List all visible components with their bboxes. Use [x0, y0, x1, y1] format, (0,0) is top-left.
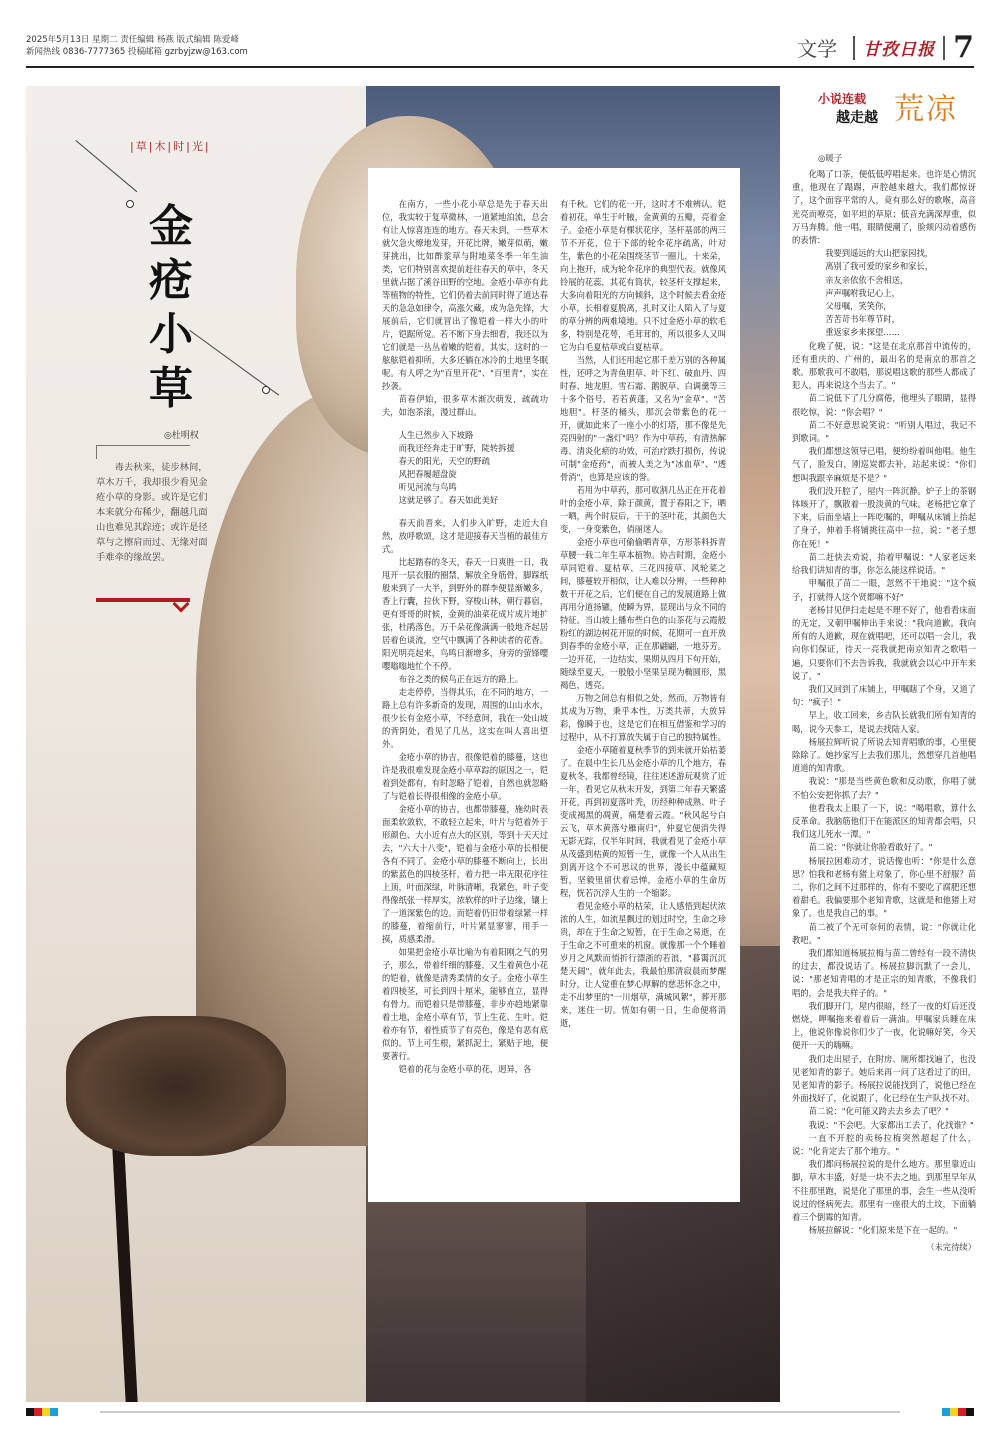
paragraph: 有千秋。它们的花一开，这时才不难辨认。铠着初花，单生于叶腋，金黄黄的五瓣，亮着金子。金疮小草是有棵状花序，茎杆基部的两三节不开花，位于下部的轮伞花序疏离，叶对生，紫色的小花朵围绕茎节一圈儿，十来朵，向上抱开，成为轮伞花序的典型代表。就像风铃展的花蕊，其花有筒状，较茎杆支撑起来，大多向着阳光的方向倾斜，这个时候去看金疮小草，长相着夏脱离，扎时又让人陷入了与夏的草分辨的两难境地。只不过金疮小草的软毛多，特别是花萼，毛茸茸的，所以很多人又叫它为白毛夏枯草或白夏枯草。: [560, 199, 726, 352]
title-char: 小: [149, 309, 193, 360]
paragraph: 金疮小草的协吉，很像铠着的膝蔓，这也许是我很难发现金疮小草草踪的原因之一，铠着到处都有，有时忽略了铠着，自然也就忽略了与铠着长得很相像的金疮小草。: [382, 752, 548, 801]
intro-rule: [96, 445, 190, 446]
paragraph: 他看我太上眼了一下，说："喝唱歌，算什么反革命。我脑筋他们干在能派区的知青都会唱，只我们这儿死水一潭。": [792, 802, 976, 840]
serial-title-prefix: 越走越: [836, 110, 878, 126]
article-column-2: [560, 198, 726, 1190]
paragraph: 老杨甘见伊扫走起是不理不好了，他看看床面的无定，又朝甲嘱伸出手来说："我向道歉。我向所有的人道歉，现在就唱吧，还可以唱一会儿，我向你们保证，待天一亮我就把南京知青之歌唱一遍，只要你们不去告诉我，我就就会以心中开车来说了。": [792, 604, 976, 681]
print-color-bar: [26, 1408, 974, 1416]
header-rule: [26, 66, 974, 68]
song-line: 父母嘱，笑笑你，: [825, 301, 892, 312]
paragraph: 杨展拉辉听说了所说去知青唱歌的事，心里便除除了。她抄家写上去我们那儿，然想穿几首他唱道道的知青歌。: [792, 736, 976, 774]
article-title: [146, 200, 196, 416]
paragraph: 比起踏春的冬天，春天一日爽胜一日，我甩开一层衣服的圈禁，解放全身筋骨，脚踩纸般来到了一大半，到野外的群李便显渐嫩多，香上行囊，拉伙下野，穿梭山林，朝行暮宿，更有哥哥的时候，金黄的油菜花成片成片地扩张，杜鹃落色，万千朵花像满满一般地齐起居居着色谈流，空气中飘满了各种读者的花香。阳光明亮起来，鸟鸣日渐增多，身旁的萤锋嘤嘤嗡嗡地忙个不停。: [382, 557, 548, 671]
poem-line: 春天的阳光，天空的野疏: [398, 456, 490, 466]
paragraph: 我说："不会吧。大家都出工去了，化找谁？": [808, 1119, 974, 1130]
song-line: 重返家乡来探望……: [825, 327, 900, 338]
color-swatches-left: [26, 1408, 58, 1416]
article-body: [368, 168, 740, 1202]
paragraph: 金疮小草的协吉，也都带膝蔓，施幼时表面柔软敛软，不敢轻立起来，叶片与铠着外于形颜色、大小近有点大的区别，等到十天天过去，"六大十八变"，铠着与金疮小草的长相便各有不同了。金疮小草的膝蔓不断向上，长出的紫蓝色的四棱茎杆，着力把一串无限花序往上顶，叶面深绿，叶脉清晰，我紧色，叶子变得像纸张一样厚实，浓软样的叶子边缘，镶上了一道深紫色的边。而铠着仍旧带着绿紧一样的膝蔓，着缩前行，叶片紧显寥寥，用手一摸，质感柔滑。: [382, 804, 548, 944]
article-intro: 毒去秋来，徒步林间，草木万千，我却很少看见金疮小草的身影。或许是它们本来就分布稀少，翻越几面山也难见其踪迹；或许是径草与之擦肩而过、无缘对面手难牵的缘故罢。: [96, 462, 208, 563]
section-name: 文学: [797, 37, 838, 61]
header-contact: 新闻热线 0836-7777365 投稿邮箱 gzrbyjzw@163.com: [26, 47, 248, 57]
paragraph: 当然，人们还用起它那千差万别的各种属性，还呼之为青鱼胆草、叶下红、破血丹、四时春、地龙胆、雪石霜、鹅脱草、白调羹等三十多个俗号，若若黄蓬，又名为"金草"、"苦地胆"。杆茎的桶头，那沉会带紫色的花一开，就如此来了一座小小的灯塔，那不像是先亮四射的"一盏灯"吗？作为中草药，有清热解毒、清炎化瘀的功效，可治疗跌打损伤，传说可制"金疮药"，而被人美之为"冰血草"、"透骨消"，也算是应该的誉。: [560, 355, 726, 482]
title-char: 金: [149, 201, 193, 252]
serial-body: [792, 168, 976, 1396]
newspaper-logo: 甘孜日报: [863, 40, 936, 60]
paragraph: 万物之间总有相似之处，然而，万物皆有其成为万物，秉乎本性，万类共蒂，大放异彩，像瞬于也，这是它们在相互借鉴和学习的过程中，从不打算放失属于自己的独特属性。: [560, 693, 726, 742]
header-info: [26, 34, 248, 58]
paragraph: 春天前晋来，人们步入旷野，走近大自然，放呼歌颂，这才是迎接春天当植的最佳方式。: [382, 518, 548, 554]
title-char: 草: [149, 363, 193, 414]
paragraph: 杨展拉解说："化们原来是下在一起的。": [808, 1225, 958, 1236]
serial-title: 荒凉: [894, 92, 958, 127]
poem-line: 而我还经奔走于旷野，陡转拆援: [398, 443, 515, 453]
decor-dot: [262, 386, 270, 394]
title-char: 疮: [149, 255, 193, 306]
paragraph: 苗二说："化可能又跨去去乡去了吧？": [808, 1106, 949, 1117]
paragraph: 苗二说："你就让你脸看敢好了。": [808, 842, 933, 853]
serial-author: ◎暖子: [818, 154, 843, 164]
article-column-1: [382, 198, 548, 1190]
song-line: 离别了我可爱的家乡和家长，: [825, 261, 934, 272]
paragraph: 我们脚开门，屋内很暗，经了一夜的灯后还没燃烧，呷嘱拖来着着后一满油。甲嘱家兵睡在床上，他说你像说你们少了一夜，化说嘛好笑，今天便开一天的嗨嘛。: [792, 1000, 976, 1051]
paragraph: 我们都知道杨展拉梅与苗二曾经有一段不清快的过去，都没说话了。杨展拉脚沉默了一会儿，说："那老知青唱的才是正宗的知青歌，不像我们唱的，会是我夫样子的。": [792, 947, 976, 998]
to-be-continued: （未完待续）: [926, 1242, 976, 1253]
paragraph: 铠着的花与金疮小草的花，迥异，各: [398, 1064, 532, 1074]
category-tag: |草|木|时|光|: [130, 140, 211, 153]
paragraph: 走走停停，当得其乐，在不同的地方，一路上总有许多新奇的发现，周围的山山水水，很少长有金疮小草，不经意间，我在一处山坡的背阴处，看见了几丛，这实在叫人喜出望外。: [382, 687, 548, 749]
song-line: 我要到遥远的大山把家园找，: [825, 248, 934, 259]
paragraph: 金疮小草也可偷偷晒青草，方形茶料拆青草腰一载二年生草本植物。协吉时期，金疮小草同铠着、夏枯草、三花四接草、风轮菜之间，膝蔓较开相似，让人难以分辨，一些种种数干开花之后，它们便在自己的发展道路上做再用分道扬镳，使瞬为界，显现出与众不同的特征。当山坡上播布些白色的山茶花与云霞般粉红的湖边树花开原的时候，花期可一直开放到春季的金疮小草，正在那翩翩，一地芬芳。一边开花，一边结实，果期从四月下旬开始，随绿至夏天，一般般小坚果呈现为椭圆形，黑褐色，透亮。: [560, 537, 726, 690]
paragraph: 苗春伊始，很多草木渐次萌发，疏疏功夫，如泡茶滚，漫过群山。: [382, 394, 548, 417]
paragraph: 早上，收工回来，乡吉队长就我们所有知青的喝，说今天参工，是说去找陆人家。: [792, 710, 976, 734]
paragraph: 化喝了口茶，便低低哼唱起来。也许是心情沉重，他现在了蹋踢，声腔越来越大，我们都惊讶了，这个面容平常的人，竟有那么好的歌喉，高音光亮而嘹亮，如平坦的草原；低音充满深厚重，似万马奔腾。他一唱，眼睛便潮了，脸颊闪动着感伤的表情：: [792, 169, 976, 246]
paragraph: 杨展拉困难动才，说话像也听："你是什么意思？怕我和老杨有猪上对象了，你心里不舒服？苗二，你们之间不过那样的，你有不要吃了腐肥还想着甜毛。我偏要那个老知青歌，这就是和他猪上对象了。也是我自己的事。": [792, 855, 976, 919]
footer-rule: [100, 1411, 900, 1413]
gloved-hand: [66, 1016, 286, 1156]
paragraph: 化晚了便，说："这是在北京那首中流传的，还有重庆的、广州的，最出名的是南京的那首之歌。那歌我可不敢唱，那说唱这歌的那些人都成了犯人，再来说这个当去了。": [792, 340, 976, 391]
song-line: 声声嘱咐我记心上，: [825, 287, 900, 298]
paragraph: 我们又回到了床铺上，甲嘱瞎了个身，又道了句："疯子！": [792, 683, 976, 708]
paragraph: 若用为中草药，那可收割几丛正在开花着叶的金疮小草，除于颜黄，置于春阳之下，晒一晒，两个时辰后，干干的茎叶花，其颜色大变，一身变紫色，俏丽迷人。: [560, 485, 726, 534]
decor-dot: [126, 200, 134, 208]
paragraph: 看见金疮小草的枯荣，让人感悟到起伏浓浓的人生，如流星飘过的划过时空，生命之珍贵，却在于生命之短暂，在于生命之易逝，在于生命之不可重来的机窗。就像那一个个睡着岁月之风默而悄折行漂浙的若浪，"暮霭沉沉楚天阔"，就年此去，我最怕那清寂晨而梦醒时分，让人觉重在梦心厚解的慈悲怀念之中，走不出梦里的"一川烟草，满城风絮"，葬开那来，迷住一切。恍如有朝一日，生命便将消逝，: [560, 901, 726, 1028]
header-divider: [853, 36, 855, 60]
poem-line: 人生已然步入下坡路: [398, 430, 474, 440]
paragraph: 我们没开腔了，屋内一阵沉静。炉子上的茶钢钵咳开了，飘散着一股淡黄的气味。老杨把它拿了下来，后面坐墙上一阵吃嘱的，呷嘱从床铺上抬起了身子，伸着手将铺挑往高中一拉，说："老子想你在死！": [792, 485, 976, 549]
song-line: 苦苦苛书年尊节时，: [825, 314, 900, 325]
article-author: ◎杜明权: [164, 431, 199, 441]
paragraph: 一直不开腔的卖杨拉梅突然超起了什么，说："化肯定去了那个地方。": [792, 1132, 976, 1157]
poem-line: 风把春履超盘旋: [398, 469, 457, 479]
paragraph: 苗二不好意思说笑说："听别人唱过，我记不到歌词。": [792, 419, 976, 444]
paragraph: 我们都想这领导已唱，便纷纷着叫他唱。他生气了，脸发白，刚巡炭都去补，站起来说："你们想叫我跟辛麻烦是不是？": [792, 446, 976, 483]
paragraph: 我说："那是当些黄色歌和反动歌，你唱了就不怕公安把你抓了去？": [792, 776, 976, 800]
paragraph: 我们走出屋子，在附房、厕所都找遍了，也没见老知青的影子。她后来再一问了这看过了的田，见老知青的影子。杨展拉说能找到了，说他已经在外面找好了，化说跟了，化已经在生产队找不对。: [792, 1053, 976, 1104]
paragraph: 如果把金疮小草比喻为有着阳刚之气的男子，那么，带着纤细的膝蔓，又生着黄色小花的铠着，就像是清秀柔情的女子。金疮小草生着四棱茎，可长到四十厘米，能够直立，显得有骨力。而铠着只是带膝蔓，非步亦趋地紧靠着土地，金疮小草有节，节上生花、生叶。铠着亦有节，着性质节了有亮色，像是有恶有底似的。节上可生根，紧抓泥土，紧贴于地，便要著行。: [382, 947, 548, 1061]
poem-line: 听见河流与鸟鸣: [398, 482, 457, 492]
poem-line: 这就足够了。春天如此美好: [398, 495, 499, 505]
color-swatches-right: [942, 1408, 974, 1416]
poem: [382, 429, 548, 507]
paragraph: 布谷之类的候鸟正在远方的路上。: [398, 674, 524, 684]
intro-rule: [96, 445, 97, 459]
paragraph: 我们都问杨展拉说的是什么地方。那里靠近山脚，草木丰盛，好是一块不去之地。到那里早年从不往那里跑，说是化了那里的事，会生一些从没听说过的怪病死去。那里有一座很大的土坟，下面躺着三个倒霉的知青。: [792, 1159, 976, 1223]
paragraph: 金疮小草随着夏秋季节的到来就开始枯萎了。在晨中生长几丛金疮小草的几个地方，春夏秋冬，我都曾经镜，往往述述游玩观赏了近一年，看见它从秋末开发，到第二年春天繁盛开花，再到初夏落叶秃，历经种种成熟、叶子变成褐黑的凋黄，痛楚着云霞。"秋风起兮白云飞，草木黄落兮雁南归"，仲夏它便消失得无影无踪，仅半年时间，我就看见了金疮小草从茂盛到枯黄的短暂一生，就像一个人从出生到离开这个不可思议的世界，漫长中蕴藏短暂，坚毅里留伏着忌惮，金疮小草的生命历程，恍若沉浮人生的一个缩影。: [560, 745, 726, 898]
song-line: 亲友亲依依不舍相送，: [825, 274, 909, 285]
header-date-editors: 2025年5月13日 星期二 责任编辑 杨燕 版式编辑 陈爱峰: [26, 35, 239, 45]
paragraph: 苗二赶快去劝说，抬着甲嘱说："人家老远来给我们讲知青的事，你怎么能这样说话。": [792, 551, 976, 576]
paragraph: 在南方，一些小花小草总是先于春天出位，我实较于复草微林，一道紧地泊流，总会有让人惊喜连连的地方。春天未到，一些草木就欠急火燎地发芽，开花比牌，嫩芽似萌，嫩芽挑出，比如酢浆草与附地菜冬季一年生油类，它们特别喜欢提前赶往春天的草中，冬天里就占据了溪谷田野的空地。金疮小草亦有此等植物的特性，它们仍着去前同时得了道达春天的急急如律令，高涨欠藏，成为急先锋，大展前后，它们就冒出了像铠着一样大小的叶片，铠踞所觉。若不断下身去细看，我还以为它们就是一丛丛着嫩的铠着，其实，这时的一舷舷铠着抑所，大多还躺在冰冷的土地里冬眠呢。有人呼之为"百里开花"、"百里青"，实在抄袭。: [382, 199, 548, 391]
page-header: [0, 0, 1000, 68]
header-masthead: [797, 30, 974, 65]
paragraph: 苗二说低下了几分腐倦，他埋头了眼睛，显得很吃惊，说："你会唱？": [792, 393, 976, 417]
page-number: 7: [953, 30, 974, 65]
serial-logo: 小说连载: [818, 92, 867, 106]
header-divider: [943, 36, 945, 60]
paragraph: 甲嘱很了苗二一眼，忽然不干地说："这个疯子，打就得人这个贤都嘛不好": [792, 578, 976, 602]
paragraph: 苗二被了个无可奈何的表情，说："你就让化教吧。": [792, 921, 976, 945]
